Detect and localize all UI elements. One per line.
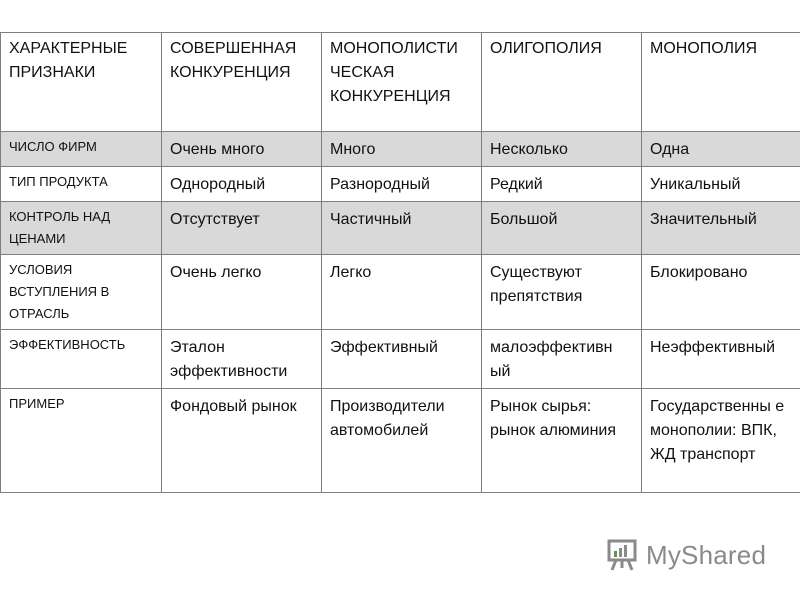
table-cell: Редкий — [482, 167, 642, 202]
table-row — [1, 330, 800, 389]
row-label: КОНТРОЛЬ НАД ЦЕНАМИ — [1, 202, 162, 255]
logo-text: MyShared — [646, 539, 767, 570]
header-cell-features: ХАРАКТЕРНЫЕ ПРИЗНАКИ — [1, 33, 162, 132]
table-cell: Эталон эффективности — [162, 330, 322, 389]
table-cell: Эффективный — [322, 330, 482, 389]
presentation-board-icon — [606, 538, 640, 572]
row-label: ТИП ПРОДУКТА — [1, 167, 162, 202]
table-cell: Очень легко — [162, 255, 322, 330]
table-cell: Существуют препятствия — [482, 255, 642, 330]
header-cell-monopolistic-competition: МОНОПОЛИСТИ ЧЕСКАЯ КОНКУРЕНЦИЯ — [322, 33, 482, 132]
table-cell: Разнородный — [322, 167, 482, 202]
table-row — [1, 255, 800, 330]
table-cell: Неэффективный — [642, 330, 800, 389]
header-cell-oligopoly: ОЛИГОПОЛИЯ — [482, 33, 642, 132]
table-cell: Блокировано — [642, 255, 800, 330]
table-cell: Несколько — [482, 132, 642, 167]
table-cell: Производители автомобилей — [322, 389, 482, 493]
table-cell: Однородный — [162, 167, 322, 202]
table-cell: Значительный — [642, 202, 800, 255]
table-cell: малоэффективн ый — [482, 330, 642, 389]
table-cell: Много — [322, 132, 482, 167]
header-cell-monopoly: МОНОПОЛИЯ — [642, 33, 800, 132]
market-structures-table — [0, 32, 800, 493]
table-row — [1, 132, 800, 167]
table-cell: Рынок сырья: рынок алюминия — [482, 389, 642, 493]
table-cell: Отсутствует — [162, 202, 322, 255]
table-cell: Очень много — [162, 132, 322, 167]
table-cell: Фондовый рынок — [162, 389, 322, 493]
table-row — [1, 202, 800, 255]
table-cell: Государственны е монополии: ВПК, ЖД транспорт — [642, 389, 800, 493]
table-cell: Уникальный — [642, 167, 800, 202]
header-cell-perfect-competition: СОВЕРШЕННАЯ КОНКУРЕНЦИЯ — [162, 33, 322, 132]
table-cell: Легко — [322, 255, 482, 330]
row-label: ПРИМЕР — [1, 389, 162, 493]
table-row — [1, 167, 800, 202]
table-cell: Частичный — [322, 202, 482, 255]
myshared-logo — [606, 538, 766, 572]
row-label: ЧИСЛО ФИРМ — [1, 132, 162, 167]
table-cell: Большой — [482, 202, 642, 255]
table-row — [1, 389, 800, 493]
row-label: ЭФФЕКТИВНОСТЬ — [1, 330, 162, 389]
row-label: УСЛОВИЯ ВСТУПЛЕНИЯ В ОТРАСЛЬ — [1, 255, 162, 330]
table-header-row — [1, 33, 800, 132]
table-cell: Одна — [642, 132, 800, 167]
